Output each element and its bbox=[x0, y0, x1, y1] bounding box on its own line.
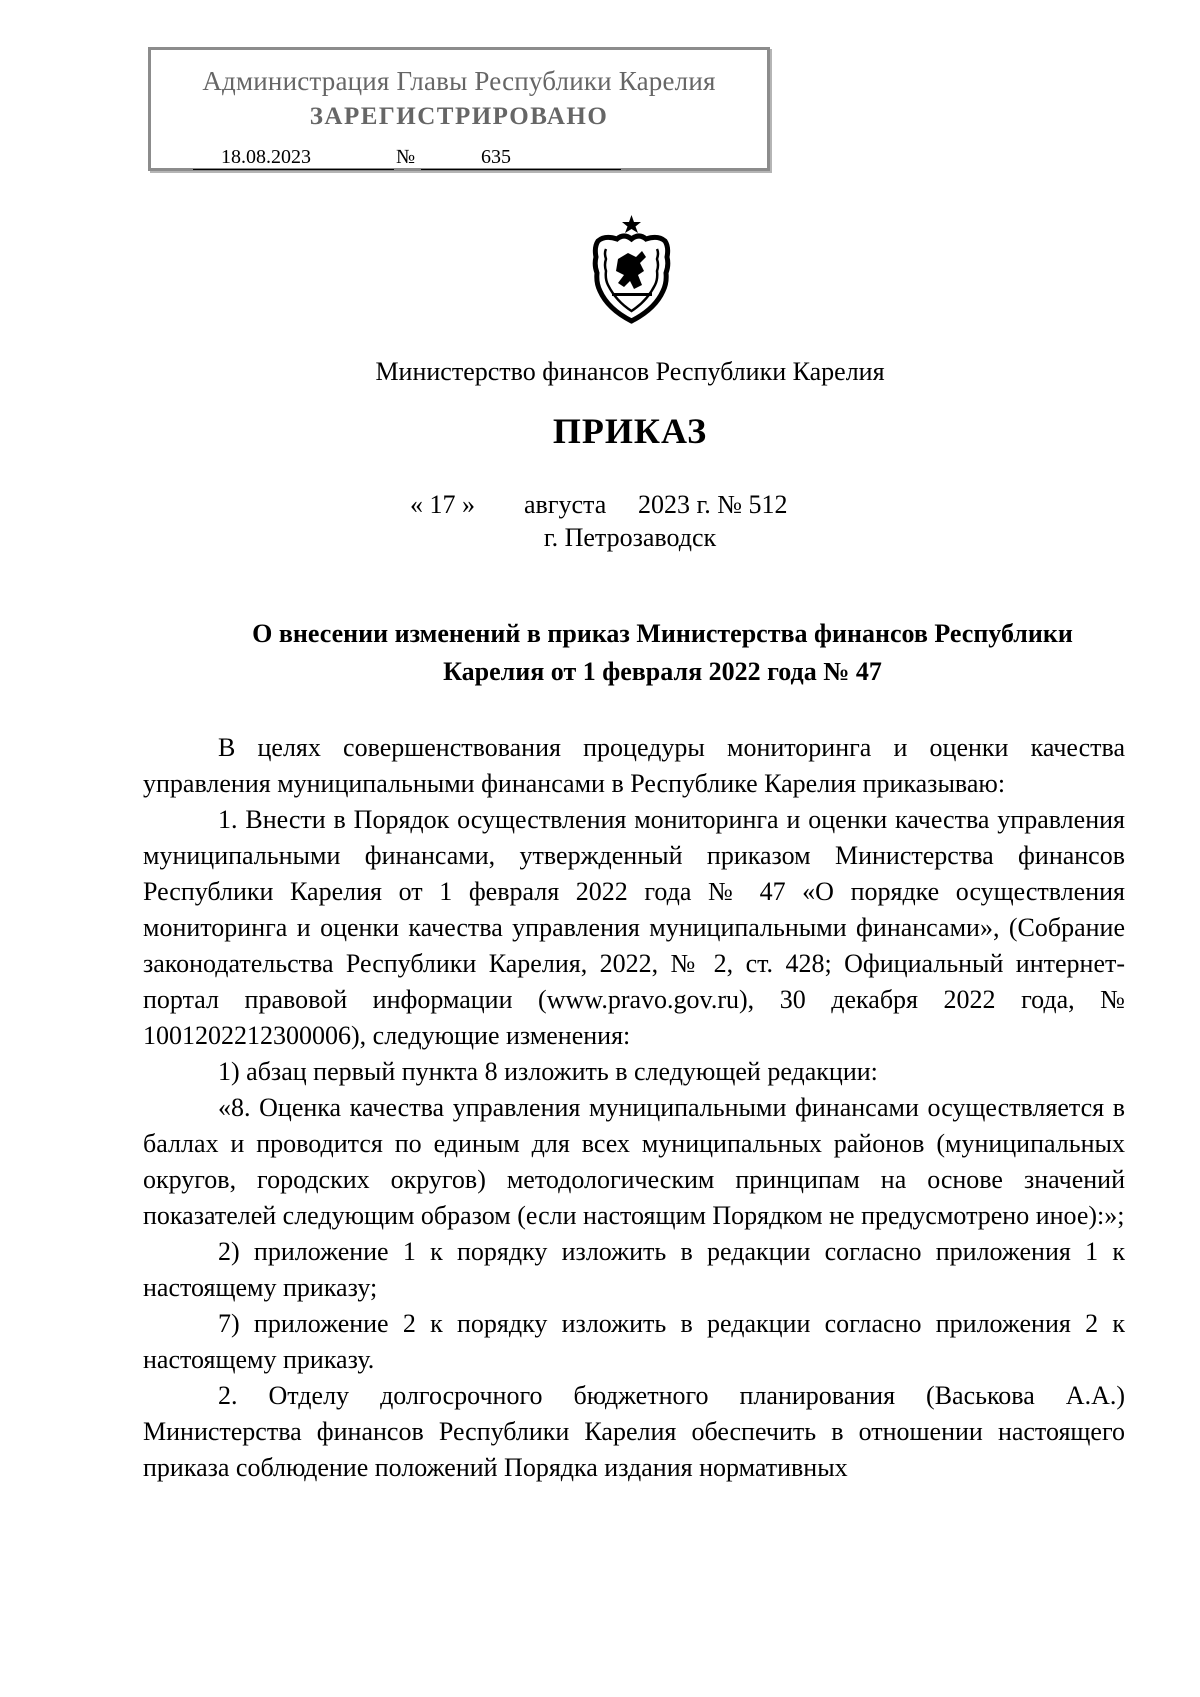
stamp-registered: ЗАРЕГИСТРИРОВАНО bbox=[309, 103, 609, 130]
paragraph-item-2: 2. Отделу долгосрочного бюджетного планирования (Васькова А.А.) Министерства финансов Республики Карелия обеспечить в отношении настоящего приказа соблюдение положений Порядка издания нормативных bbox=[143, 1381, 1125, 1482]
registration-stamp bbox=[148, 47, 770, 171]
stamp-date: 18.08.2023 bbox=[193, 146, 394, 170]
paragraph-item-1: 1. Внести в Порядок осуществления мониторинга и оценки качества управления муниципальными финансами, утвержденный приказом Министерства финансов Республики Карелия от 1 февраля 2022 года № 47 «О порядке осуществления мониторинга и оценки качества управления муниципальными финансами», (Собрание законодательства Республики Карелия, 2022, № 2, ст. 428; Официальный интернет-портал правовой информации (www.pravo.gov.ru), 30 декабря 2022 года, № 1001202212300006), следующие изменения: bbox=[143, 805, 1125, 1050]
order-body bbox=[143, 730, 1125, 1486]
subject-line-1: О внесении изменений в приказ Министерства финансов Республики bbox=[252, 619, 1073, 648]
document-type: ПРИКАЗ bbox=[552, 411, 708, 451]
stamp-number: 635 bbox=[421, 146, 621, 170]
paragraph-subitem-2: 2) приложение 1 к порядку изложить в редакции согласно приложения 1 к настоящему приказу; bbox=[143, 1237, 1125, 1302]
subject-line-2: Карелия от 1 февраля 2022 года № 47 bbox=[443, 657, 882, 686]
ministry-name: Министерство финансов Республики Карелия bbox=[375, 357, 885, 386]
order-month: августа bbox=[524, 490, 607, 519]
order-year-number: 2023 г. № 512 bbox=[638, 490, 788, 519]
paragraph-preamble: В целях совершенствования процедуры мониторинга и оценки качества управления муниципальными финансами в Республике Карелия приказываю: bbox=[143, 733, 1125, 798]
order-day: « 17 » bbox=[410, 490, 475, 519]
stamp-organization: Администрация Главы Республики Карелия bbox=[202, 66, 716, 96]
paragraph-subitem-7: 7) приложение 2 к порядку изложить в редакции согласно приложения 2 к настоящему приказу. bbox=[143, 1309, 1125, 1374]
coat-of-arms-emblem bbox=[584, 213, 679, 325]
order-city: г. Петрозаводск bbox=[543, 523, 717, 552]
paragraph-quote-8: «8. Оценка качества управления муниципальными финансами осуществляется в баллах и проводится по единым для всех муниципальных районов (муниципальных округов, городских округов) методологическим принципам на основе значений показателей следующим образом (если настоящим Порядком не предусмотрено иное):»; bbox=[143, 1093, 1125, 1230]
paragraph-subitem-1: 1) абзац первый пункта 8 изложить в следующей редакции: bbox=[218, 1057, 878, 1086]
stamp-number-sign: № bbox=[396, 146, 416, 168]
order-subject bbox=[200, 615, 1125, 691]
